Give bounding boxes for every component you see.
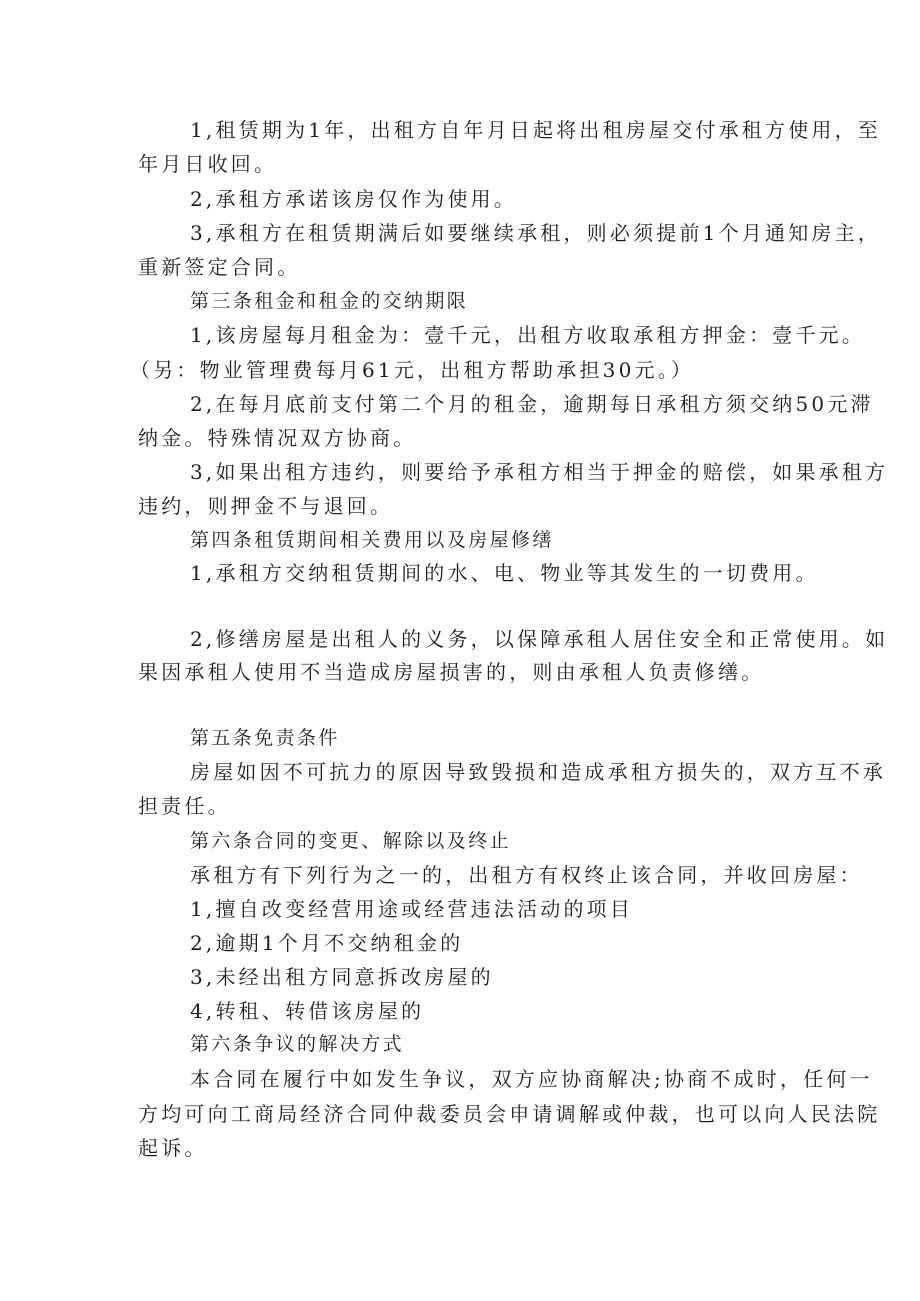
section-heading: 第三条租金和租金的交纳期限 (190, 290, 469, 312)
clause-line: 房屋如因不可抗力的原因导致毁损和造成承租方损失的，双方互不承 (190, 760, 886, 784)
clause-line: 1,承租方交纳租赁期间的水、电、物业等其发生的一切费用。 (190, 561, 819, 585)
clause-line: 承租方有下列行为之一的，出租方有权终止该合同，并收回房屋： (190, 863, 863, 887)
section-heading: 第六条争议的解决方式 (190, 1033, 405, 1055)
clause-line: 2,承租方承诺该房仅作为使用。 (190, 187, 518, 211)
clause-line: （另：物业管理费每月61元，出租方帮助承担30元。） (130, 358, 695, 382)
clause-line: 3,未经出租方同意拆改房屋的 (190, 965, 494, 989)
section-heading: 第四条租赁期间相关费用以及房屋修缮 (190, 529, 554, 551)
clause-line: 4,转租、转借该房屋的 (190, 999, 425, 1023)
clause-line: 3,承租方在租赁期满后如要继续承租，则必须提前1个月通知房主， (190, 221, 882, 245)
clause-line: 1,该房屋每月租金为：壹千元，出租方收取承租方押金：壹千元。 (190, 323, 866, 347)
clause-line: 2,修缮房屋是出租人的义务，以保障承租人居住安全和正常使用。如 (190, 627, 889, 651)
clause-line: 2,逾期1个月不交纳租金的 (190, 931, 464, 955)
clause-line: 1,擅自改变经营用途或经营违法活动的项目 (190, 897, 634, 921)
clause-line: 违约，则押金不与退回。 (138, 494, 394, 518)
clause-line: 起诉。 (138, 1136, 208, 1160)
clause-line: 本合同在履行中如发生争议，双方应协商解决;协商不成时，任何一 (190, 1067, 873, 1091)
clause-line: 3,如果出租方违约，则要给予承租方相当于押金的赔偿，如果承租方 (190, 460, 889, 484)
section-heading: 第五条免责条件 (190, 727, 340, 749)
clause-line: 担责任。 (138, 794, 231, 818)
clause-line: 纳金。特殊情况双方协商。 (138, 426, 417, 450)
clause-line: 2,在每月底前支付第二个月的租金，逾期每日承租方须交纳50元滞 (190, 392, 874, 416)
section-heading: 第六条合同的变更、解除以及终止 (190, 830, 512, 852)
clause-line: 果因承租人使用不当造成房屋损害的，则由承租人负责修缮。 (138, 660, 765, 684)
clause-line: 方均可向工商局经济合同仲裁委员会申请调解或仲裁，也可以向人民法院 (138, 1102, 881, 1126)
clause-line: 重新签定合同。 (138, 255, 301, 279)
clause-line: 1,租赁期为1年，出租方自年月日起将出租房屋交付承租方使用，至 (190, 118, 882, 142)
clause-line: 年月日收回。 (138, 152, 278, 176)
